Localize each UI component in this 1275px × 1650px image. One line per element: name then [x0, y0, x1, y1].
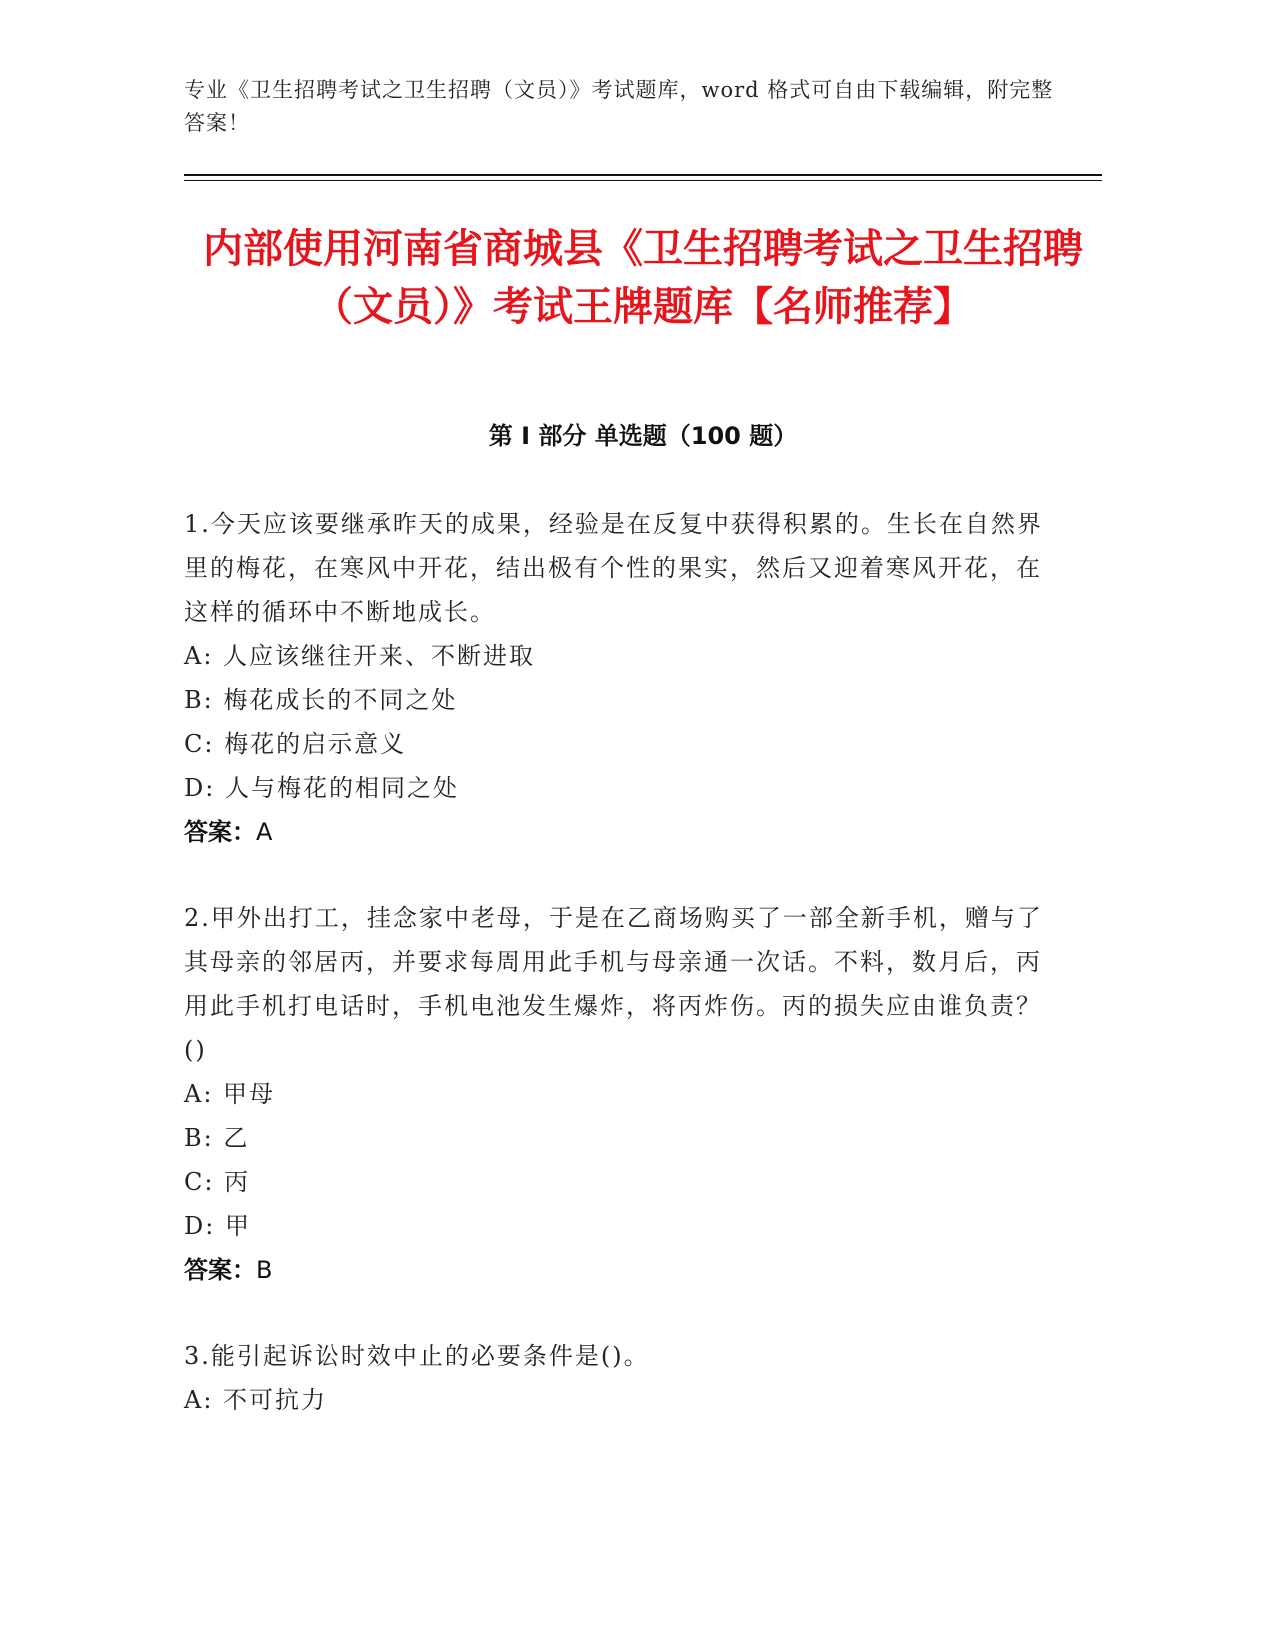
header-divider-thin — [184, 180, 1102, 181]
option-c: C: 丙 — [184, 1168, 251, 1196]
answer-line — [184, 1248, 1044, 1292]
question-stem: 1.今天应该要继承昨天的成果，经验是在反复中获得积累的。生长在自然界里的梅花，在寒风中开花，结出极有个性的果实，然后又迎着寒风开花，在这样的循环中不断地成长。 — [184, 510, 1043, 626]
question-2 — [184, 896, 1044, 1292]
option-c: C: 梅花的启示意义 — [184, 730, 407, 758]
answer-line — [184, 810, 1044, 854]
option-a: A: 甲母 — [184, 1080, 276, 1108]
option-d: D: 人与梅花的相同之处 — [184, 774, 459, 802]
option-b: B: 梅花成长的不同之处 — [184, 686, 458, 714]
question-stem: 2.甲外出打工，挂念家中老母，于是在乙商场购买了一部全新手机，赠与了其母亲的邻居丙，并要求每周用此手机与母亲通一次话。不料，数月后，丙用此手机打电话时，手机电池发生爆炸，将丙炸伤。丙的损失应由谁负责？() — [184, 904, 1043, 1064]
header-divider-thick — [184, 174, 1102, 176]
option-a: A: 人应该继往开来、不断进取 — [184, 642, 536, 670]
option-d: D: 甲 — [184, 1212, 251, 1240]
answer-label: 答案： — [184, 818, 256, 846]
header-note: 专业《卫生招聘考试之卫生招聘（文员）》考试题库，word 格式可自由下载编辑，附完整答案！ — [184, 78, 1054, 135]
question-list — [184, 502, 1044, 1464]
answer-value: B — [256, 1256, 273, 1284]
document-title: 内部使用河南省商城县《卫生招聘考试之卫生招聘（文员）》考试王牌题库【名师推荐】 — [203, 226, 1083, 330]
option-a: A: 不可抗力 — [184, 1386, 328, 1414]
question-3 — [184, 1334, 1044, 1422]
section-title: 第 I 部分 单选题（100 题） — [488, 422, 798, 450]
answer-label: 答案： — [184, 1256, 256, 1284]
option-b: B: 乙 — [184, 1124, 250, 1152]
question-stem: 3.能引起诉讼时效中止的必要条件是()。 — [184, 1342, 650, 1370]
answer-value: A — [256, 818, 273, 846]
question-1 — [184, 502, 1044, 854]
